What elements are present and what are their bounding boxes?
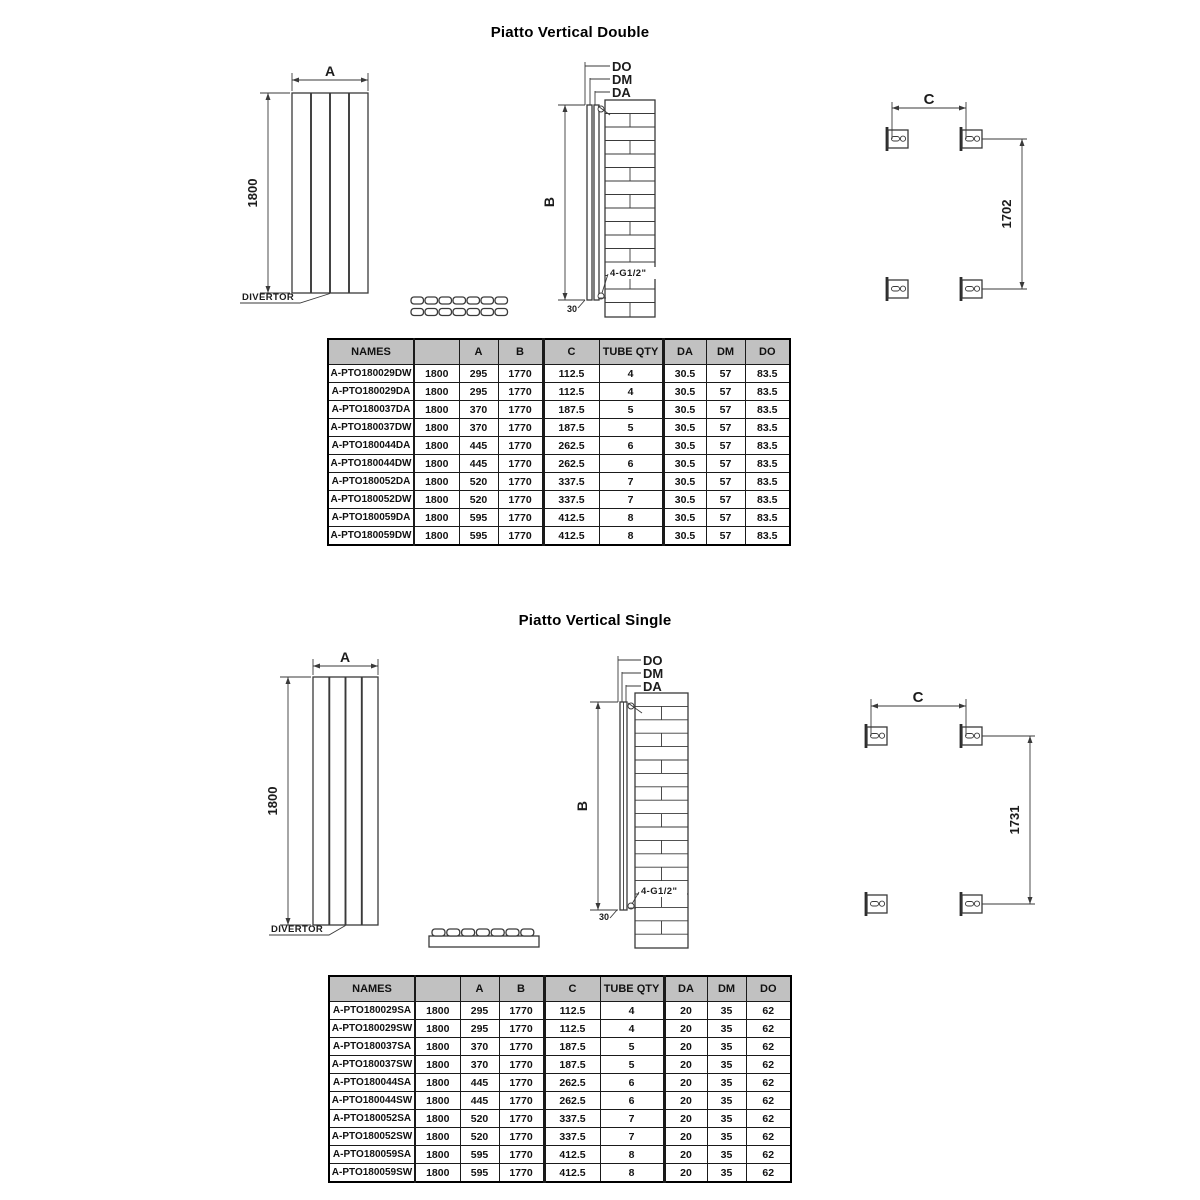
spec-cell: 57	[706, 527, 745, 546]
spec-cell: 1800	[415, 1074, 460, 1092]
spec-cell: 1800	[414, 455, 459, 473]
dim-label-1731: 1731	[1007, 805, 1022, 835]
column-header: DO	[745, 339, 790, 365]
spec-cell: 520	[460, 1128, 499, 1146]
spec-cell: 57	[706, 383, 745, 401]
spec-row	[328, 509, 790, 527]
spec-cell: 112.5	[544, 1002, 600, 1020]
column-header: C	[543, 339, 599, 365]
spec-cell: 83.5	[745, 473, 790, 491]
spec-table-single	[328, 975, 792, 1183]
spec-cell: 62	[746, 1092, 791, 1110]
spec-cell: 262.5	[543, 437, 599, 455]
spec-row	[329, 1146, 791, 1164]
spec-cell: 20	[664, 1128, 707, 1146]
wall-bracket	[961, 127, 982, 151]
bracket-height-dimension	[982, 139, 1027, 289]
spec-cell: 20	[664, 1020, 707, 1038]
brick-wall	[605, 100, 655, 317]
spec-cell: 8	[599, 509, 663, 527]
depth-dimensions	[585, 59, 632, 105]
spec-cell: 83.5	[745, 491, 790, 509]
section-title-double: Piatto Vertical Double	[490, 24, 650, 41]
spec-cell: 83.5	[745, 401, 790, 419]
spec-cell: 4	[599, 365, 663, 383]
spec-row	[328, 527, 790, 546]
column-header: DM	[707, 976, 746, 1002]
dim-label-c: C	[912, 689, 924, 706]
spec-cell: 262.5	[543, 455, 599, 473]
spec-cell: 1800	[414, 527, 459, 546]
spec-cell: 1800	[414, 437, 459, 455]
column-header: DA	[663, 339, 706, 365]
spec-row	[328, 491, 790, 509]
spec-cell: 8	[600, 1164, 664, 1183]
spec-cell: 337.5	[544, 1128, 600, 1146]
section-single	[0, 600, 1200, 1200]
spec-cell: 262.5	[544, 1074, 600, 1092]
spec-cell: 83.5	[745, 509, 790, 527]
wall-bracket	[887, 277, 908, 301]
spec-cell: 1770	[498, 383, 543, 401]
column-header: B	[498, 339, 543, 365]
column-header: A	[459, 339, 498, 365]
spec-cell: 62	[746, 1146, 791, 1164]
spec-cell: 83.5	[745, 455, 790, 473]
spec-cell: A-PTO180037SW	[329, 1056, 415, 1074]
spec-cell: A-PTO180029SA	[329, 1002, 415, 1020]
spec-cell: 83.5	[745, 419, 790, 437]
spec-cell: 1800	[414, 509, 459, 527]
spec-cell: 6	[599, 437, 663, 455]
spec-cell: 1800	[414, 473, 459, 491]
spec-cell: 30.5	[663, 365, 706, 383]
spec-cell: 295	[460, 1020, 499, 1038]
spec-cell: A-PTO180052DA	[328, 473, 414, 491]
wall-bracket	[961, 892, 982, 916]
spec-cell: 20	[664, 1110, 707, 1128]
spec-cell: 35	[707, 1020, 746, 1038]
dim-label-do: DO	[612, 59, 632, 74]
side-view-single	[568, 648, 733, 963]
spec-cell: 35	[707, 1164, 746, 1183]
spec-cell: 337.5	[543, 473, 599, 491]
spec-cell: A-PTO180037DW	[328, 419, 414, 437]
spec-cell: 30.5	[663, 509, 706, 527]
spec-cell: 57	[706, 365, 745, 383]
column-header: C	[544, 976, 600, 1002]
panel-backing	[429, 936, 539, 947]
spec-cell: 187.5	[543, 401, 599, 419]
side-view-double	[538, 52, 703, 332]
connection-label: 4-G1/2"	[610, 268, 647, 279]
spec-cell: 1770	[499, 1092, 544, 1110]
spec-cell: 337.5	[543, 491, 599, 509]
spec-cell: 30.5	[663, 383, 706, 401]
panel-row-front	[411, 297, 508, 304]
spec-cell: 30.5	[663, 527, 706, 546]
radiator-side-profile	[587, 105, 610, 300]
spec-cell: 1770	[498, 473, 543, 491]
spec-cell: 445	[459, 455, 498, 473]
spec-cell: A-PTO180037DA	[328, 401, 414, 419]
panel-row-back	[411, 309, 508, 316]
spec-cell: 57	[706, 491, 745, 509]
spec-cell: 57	[706, 401, 745, 419]
spec-cell: 35	[707, 1092, 746, 1110]
spec-cell: 262.5	[544, 1092, 600, 1110]
divertor-label: DIVERTOR	[271, 924, 324, 935]
spec-cell: 62	[746, 1020, 791, 1038]
dim-label-da: DA	[612, 85, 631, 100]
height-dimension	[245, 93, 290, 293]
spec-cell: 83.5	[745, 437, 790, 455]
wall-bracket	[961, 277, 982, 301]
spec-cell: 1800	[415, 1020, 460, 1038]
spec-cell: 8	[600, 1146, 664, 1164]
spec-cell: 5	[599, 419, 663, 437]
top-view-double	[405, 292, 515, 322]
spec-row	[328, 473, 790, 491]
column-header: B	[499, 976, 544, 1002]
spec-cell: 30.5	[663, 473, 706, 491]
spec-cell: 1770	[499, 1056, 544, 1074]
spec-cell: 7	[599, 491, 663, 509]
spec-cell: 30.5	[663, 419, 706, 437]
spec-cell: 35	[707, 1038, 746, 1056]
spec-cell: 35	[707, 1074, 746, 1092]
spec-cell: 187.5	[543, 419, 599, 437]
spec-cell: 62	[746, 1056, 791, 1074]
spec-cell: 1770	[498, 527, 543, 546]
offset-label-30: 30	[599, 912, 610, 922]
spec-cell: 30.5	[663, 491, 706, 509]
spec-cell: 30.5	[663, 455, 706, 473]
spec-cell: A-PTO180059DW	[328, 527, 414, 546]
spec-row	[329, 1002, 791, 1020]
spec-cell: 7	[600, 1128, 664, 1146]
spec-cell: 4	[600, 1002, 664, 1020]
spec-cell: 112.5	[543, 383, 599, 401]
spec-cell: 6	[600, 1074, 664, 1092]
spec-cell: A-PTO180044SW	[329, 1092, 415, 1110]
spec-cell: 57	[706, 509, 745, 527]
spec-cell: 7	[600, 1110, 664, 1128]
spec-cell: 1770	[499, 1074, 544, 1092]
spec-cell: 20	[664, 1074, 707, 1092]
spec-cell: 370	[460, 1038, 499, 1056]
dim-label-b: B	[541, 196, 557, 208]
spec-table-double	[327, 338, 791, 546]
spec-cell: 1770	[499, 1110, 544, 1128]
spec-cell: 295	[459, 365, 498, 383]
spec-cell: 62	[746, 1038, 791, 1056]
top-view-single	[425, 925, 545, 953]
spec-cell: 62	[746, 1128, 791, 1146]
spec-cell: 1770	[498, 437, 543, 455]
spec-cell: 187.5	[544, 1038, 600, 1056]
spec-row	[329, 1128, 791, 1146]
height-dimension-b	[574, 702, 618, 910]
spec-cell: 20	[664, 1038, 707, 1056]
spec-cell: 62	[746, 1074, 791, 1092]
spec-cell: 370	[459, 401, 498, 419]
spec-cell: A-PTO180052SA	[329, 1110, 415, 1128]
spec-cell: 20	[664, 1146, 707, 1164]
dim-label-c: C	[923, 91, 935, 108]
spec-cell: 595	[459, 509, 498, 527]
spec-cell: 35	[707, 1146, 746, 1164]
spec-row	[328, 383, 790, 401]
radiator-front-outline	[313, 677, 378, 925]
height-dimension	[265, 677, 311, 925]
bottom-offset	[599, 910, 617, 922]
spec-cell: 595	[460, 1164, 499, 1183]
radiator-front-outline	[292, 93, 368, 293]
spec-cell: 1770	[499, 1164, 544, 1183]
spec-cell: 62	[746, 1164, 791, 1183]
spec-cell: 1800	[415, 1110, 460, 1128]
spec-cell: 337.5	[544, 1110, 600, 1128]
spec-cell: 187.5	[544, 1056, 600, 1074]
spec-cell: A-PTO180044SA	[329, 1074, 415, 1092]
column-header: A	[460, 976, 499, 1002]
spec-cell: 83.5	[745, 365, 790, 383]
spec-cell: 1800	[414, 419, 459, 437]
spec-cell: 595	[460, 1146, 499, 1164]
column-header: NAMES	[328, 339, 414, 365]
spec-cell: 520	[459, 491, 498, 509]
spec-cell: 30.5	[663, 401, 706, 419]
spec-cell: 57	[706, 455, 745, 473]
spec-cell: 1770	[499, 1128, 544, 1146]
panel-row	[432, 929, 534, 936]
spec-cell: 8	[599, 527, 663, 546]
column-header: DO	[746, 976, 791, 1002]
bracket-height-dimension	[982, 736, 1035, 904]
spec-cell: 20	[664, 1092, 707, 1110]
connection-callout	[632, 885, 687, 904]
spec-cell: 30.5	[663, 437, 706, 455]
spec-cell: 1800	[415, 1146, 460, 1164]
spec-cell: 5	[599, 401, 663, 419]
spec-cell: 20	[664, 1056, 707, 1074]
spec-cell: 57	[706, 437, 745, 455]
spec-cell: 1770	[498, 455, 543, 473]
spec-cell: A-PTO180037SA	[329, 1038, 415, 1056]
spec-cell: 1770	[498, 509, 543, 527]
spec-cell: 62	[746, 1002, 791, 1020]
spec-row	[328, 401, 790, 419]
spec-cell: 1770	[499, 1020, 544, 1038]
dim-label-a: A	[324, 63, 336, 79]
spec-cell: 83.5	[745, 527, 790, 546]
wall-fixing-single	[855, 678, 1065, 923]
spec-row	[328, 419, 790, 437]
spec-cell: 1800	[415, 1056, 460, 1074]
spec-cell: 595	[459, 527, 498, 546]
bottom-offset	[567, 300, 585, 314]
wall-fixing-double	[855, 78, 1055, 313]
column-header: TUBE QTY	[599, 339, 663, 365]
spec-cell: A-PTO180052SW	[329, 1128, 415, 1146]
brick-wall	[635, 693, 688, 948]
column-header: NAMES	[329, 976, 415, 1002]
header-row	[328, 339, 790, 365]
spec-cell: 20	[664, 1164, 707, 1183]
spec-cell: A-PTO180029DA	[328, 383, 414, 401]
connection-label: 4-G1/2"	[641, 886, 678, 897]
spec-cell: 1770	[498, 365, 543, 383]
spec-cell: 35	[707, 1110, 746, 1128]
spec-cell: 83.5	[745, 383, 790, 401]
spec-cell: 6	[600, 1092, 664, 1110]
spec-row	[328, 437, 790, 455]
spec-cell: 520	[459, 473, 498, 491]
spec-cell: 1800	[414, 383, 459, 401]
spec-cell: 1770	[499, 1002, 544, 1020]
dim-label-da: DA	[643, 679, 662, 694]
spec-cell: 520	[460, 1110, 499, 1128]
spec-cell: 1800	[414, 401, 459, 419]
spec-cell: 370	[459, 419, 498, 437]
spec-cell: 1800	[414, 491, 459, 509]
spec-cell: 6	[599, 455, 663, 473]
wall-bracket	[866, 724, 887, 748]
spec-row	[329, 1092, 791, 1110]
dim-label-dm: DM	[643, 666, 664, 681]
spec-cell: A-PTO180059SA	[329, 1146, 415, 1164]
spec-cell: A-PTO180052DW	[328, 491, 414, 509]
spec-cell: 412.5	[543, 527, 599, 546]
spec-cell: A-PTO180029SW	[329, 1020, 415, 1038]
spec-cell: 1770	[499, 1038, 544, 1056]
spec-cell: 445	[459, 437, 498, 455]
spec-row	[329, 1038, 791, 1056]
dim-label-b: B	[574, 800, 590, 812]
front-view-double	[230, 60, 440, 325]
spec-row	[329, 1074, 791, 1092]
spec-cell: 412.5	[543, 509, 599, 527]
header-row	[329, 976, 791, 1002]
spec-cell: 295	[459, 383, 498, 401]
spec-cell: 112.5	[544, 1020, 600, 1038]
divertor-callout	[269, 924, 346, 935]
spec-cell: 1770	[498, 491, 543, 509]
spec-cell: A-PTO180059DA	[328, 509, 414, 527]
section-title-single: Piatto Vertical Single	[518, 612, 672, 629]
spec-cell: 412.5	[544, 1164, 600, 1183]
spec-cell: 445	[460, 1092, 499, 1110]
wall-bracket	[866, 892, 887, 916]
column-header	[414, 339, 459, 365]
height-dimension-b	[541, 105, 585, 300]
spec-cell: 112.5	[543, 365, 599, 383]
dim-label-dm: DM	[612, 72, 633, 87]
spec-cell: 7	[599, 473, 663, 491]
spec-row	[328, 365, 790, 383]
spec-cell: 1800	[415, 1128, 460, 1146]
column-header: DM	[706, 339, 745, 365]
offset-label-30: 30	[567, 304, 578, 314]
wall-bracket	[961, 724, 982, 748]
spec-cell: 1770	[498, 419, 543, 437]
spec-cell: 57	[706, 419, 745, 437]
spec-row	[329, 1110, 791, 1128]
spec-cell: A-PTO180059SW	[329, 1164, 415, 1183]
spec-cell: 4	[600, 1020, 664, 1038]
spec-cell: 1800	[415, 1038, 460, 1056]
spec-cell: 35	[707, 1002, 746, 1020]
spec-cell: 1770	[498, 401, 543, 419]
spec-cell: A-PTO180044DW	[328, 455, 414, 473]
spec-cell: 370	[460, 1056, 499, 1074]
spec-row	[329, 1056, 791, 1074]
dim-label-a: A	[339, 649, 351, 665]
front-view-single	[255, 648, 465, 948]
spec-row	[329, 1020, 791, 1038]
spec-cell: 445	[460, 1074, 499, 1092]
wall-bracket	[887, 127, 908, 151]
spec-cell: 20	[664, 1002, 707, 1020]
width-dimension	[292, 63, 368, 91]
spec-cell: 5	[600, 1056, 664, 1074]
depth-dimensions	[618, 653, 663, 702]
spec-cell: 1800	[415, 1164, 460, 1183]
divertor-label: DIVERTOR	[242, 292, 295, 303]
spec-cell: 62	[746, 1110, 791, 1128]
column-header: TUBE QTY	[600, 976, 664, 1002]
spec-cell: 57	[706, 473, 745, 491]
spec-cell: 1770	[499, 1146, 544, 1164]
spec-row	[329, 1164, 791, 1183]
spec-cell: A-PTO180044DA	[328, 437, 414, 455]
spec-cell: 4	[599, 383, 663, 401]
dim-label-1800: 1800	[245, 178, 260, 208]
dim-label-1800: 1800	[265, 786, 280, 816]
spec-cell: 295	[460, 1002, 499, 1020]
spec-cell: 35	[707, 1128, 746, 1146]
column-header: DA	[664, 976, 707, 1002]
spec-row	[328, 455, 790, 473]
dim-label-do: DO	[643, 653, 663, 668]
spec-cell: A-PTO180029DW	[328, 365, 414, 383]
spec-cell: 412.5	[544, 1146, 600, 1164]
dim-label-1702: 1702	[999, 199, 1014, 229]
spec-cell: 5	[600, 1038, 664, 1056]
spec-cell: 1800	[415, 1092, 460, 1110]
spec-cell: 1800	[415, 1002, 460, 1020]
width-dimension	[313, 649, 378, 675]
spec-cell: 1800	[414, 365, 459, 383]
column-header	[415, 976, 460, 1002]
spec-cell: 35	[707, 1056, 746, 1074]
